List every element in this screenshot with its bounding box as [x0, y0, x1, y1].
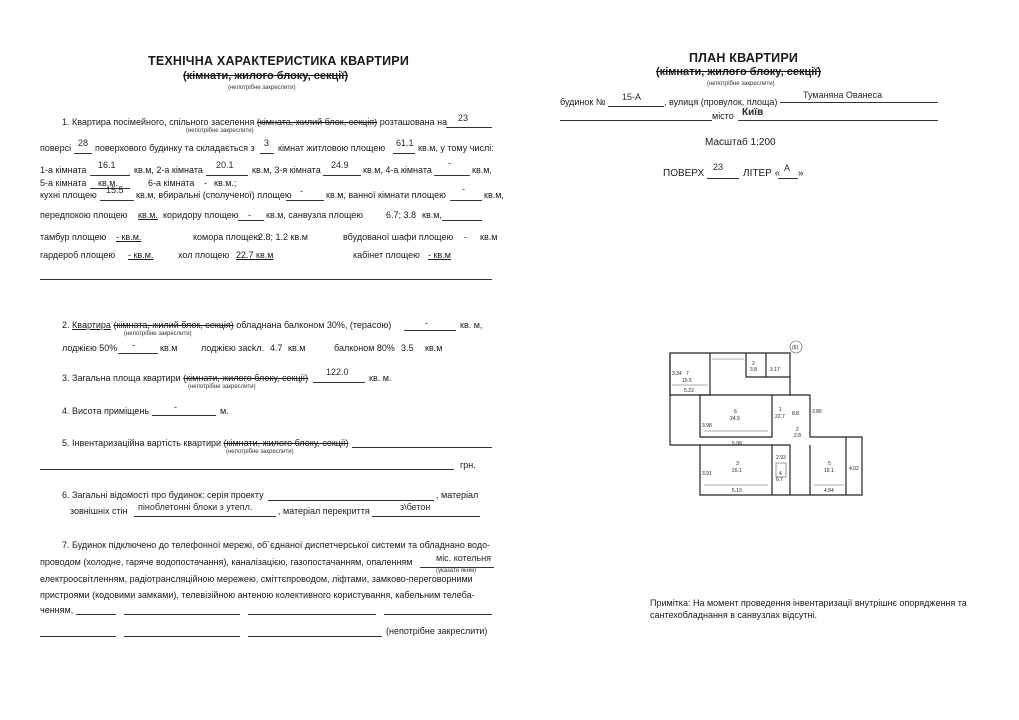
s1-wc-unit: кв.м, ванної кімнати площею: [326, 190, 446, 200]
s1-l2-d: кв.м, у тому числі:: [418, 143, 494, 153]
s6-d: , матеріал перекриття: [278, 506, 370, 516]
s7-l1: 7. Будинок підключено до телефонної мережі, об`єднаної диспетчерської системи та обладнано водо-: [62, 540, 491, 550]
plan-label-25: 4.84: [824, 488, 834, 494]
s2-terrace-line: [404, 330, 456, 331]
s1-corr-line: [238, 220, 264, 221]
r-city-label: місто: [712, 111, 734, 121]
plan-label-20: 2.93: [776, 455, 786, 461]
s1-r1-label: 1-а кімната: [40, 165, 87, 175]
s1-r5-label: 5-а кімната: [40, 178, 87, 188]
plan-label-14: 2: [796, 427, 799, 433]
r-footnote-1: Примітка: На момент проведення інвентаризації внутрішнє опорядження та: [650, 598, 967, 608]
plan-label-12: 3.98: [702, 423, 712, 429]
s1-komora-label: комора площею: [193, 232, 261, 242]
s1-l1-text: 1. Квартира посімейного, спільного заселення: [62, 117, 255, 127]
plan-label-15: 2.8: [794, 433, 801, 439]
s5-strike: (кімнати, жилого блоку, секції): [223, 438, 349, 448]
plan-label-7: 6: [734, 409, 737, 415]
plan-label-8: 24.9: [730, 416, 740, 422]
s1-l1-note: (непотрібне закреслити): [186, 128, 254, 134]
s6-walls-line: [134, 516, 276, 517]
plan-label-4: 3.8: [750, 367, 757, 373]
s2-balcony-unit: кв.м: [425, 343, 443, 353]
plan-room-4: [772, 445, 790, 495]
s1-shafy-value: -: [464, 232, 467, 242]
s2-loggia2-unit: кв.м: [288, 343, 306, 353]
s1-corr-unit: кв.м, санвузла площею: [266, 210, 364, 220]
s3-line: [62, 373, 308, 384]
s1-kitchen-value: 15.5: [106, 185, 124, 195]
s5-note: (непотрібне закреслити): [226, 449, 294, 455]
s1-r4-label: кв.м, 4-а кімната: [363, 165, 432, 175]
s2-strike: (кімната, жилий блок, секція): [113, 320, 234, 330]
r-liter-line: [778, 178, 798, 179]
plan-label-17: 6.7: [776, 477, 783, 483]
s1-r5-value: кв.м.: [98, 178, 118, 188]
s2-line1: [62, 320, 391, 331]
r-street-line: [780, 102, 938, 103]
s2-loggia-value: -: [132, 340, 135, 350]
s1-shafy-label: вбудованої шафи площею: [343, 232, 454, 242]
plan-label-18: 3: [736, 461, 739, 467]
s3-text: 3. Загальна площа квартири: [62, 373, 181, 383]
s1-r3-value: 24.9: [331, 160, 349, 170]
s2-loggia-unit: кв.м: [160, 343, 178, 353]
r-liter-label: ЛІТЕР «: [743, 168, 781, 179]
s3-note: (непотрібне закреслити): [188, 384, 256, 390]
plan-label-19: 20.1: [732, 468, 742, 474]
plan-label-23: 3.91: [702, 471, 712, 477]
s7-heating-value: міс. котельня: [436, 553, 492, 563]
s1-hall-value: кв.м.: [138, 210, 158, 220]
s6-b: , матеріал: [436, 490, 479, 500]
s7-line-g: [248, 636, 382, 637]
s7-l2: проводом (холодне, гаряче водопостачання), каналізацією, газопостачанням, опаленням: [40, 557, 413, 567]
s1-blank-line: [40, 279, 492, 280]
s1-r4-line: [434, 175, 470, 176]
plan-label-16: 4: [779, 471, 782, 477]
s2-loggia2-label: лоджією засkл.: [201, 343, 265, 353]
s1-sanuzol-unit: кв.м,: [422, 210, 442, 220]
s1-r1-value: 16.1: [98, 160, 116, 170]
s1-tambur-label: тамбур площею: [40, 232, 107, 242]
s4-value: -: [174, 402, 177, 412]
s7-line-d: [384, 614, 492, 615]
r-scale: Масштаб 1:200: [705, 137, 776, 148]
s7-l4: пристроями (кодовими замками), телевізійною антеною колективного користування, кабельним телеба-: [40, 590, 475, 600]
plan-label-13: 5.98: [732, 441, 742, 447]
r-floor-value: 23: [713, 162, 724, 172]
plan-label-0: 7: [686, 371, 689, 377]
s1-l1-strike: (кімната, жилий блок, секція): [256, 117, 378, 127]
s1-wc-value: -: [300, 186, 303, 196]
s1-r4-value: -: [448, 158, 451, 168]
s1-r1-line: [90, 175, 130, 176]
s6-floors-value: з\бетон: [400, 502, 431, 512]
floor-plan: [660, 335, 880, 505]
s1-line1: [62, 117, 447, 128]
s6-walls-value: піноблетонні блоки з утепл.: [138, 502, 253, 512]
s3-strike: (кімнати, жилого блоку, секції): [183, 373, 309, 383]
plan-label-26: 4.02: [849, 466, 859, 472]
s1-bath-unit: кв.м,: [484, 190, 504, 200]
s1-garderob-value: - кв.м.: [128, 250, 154, 260]
s1-r2-value: 20.1: [216, 160, 234, 170]
s1-floor-value: 23: [458, 113, 469, 123]
s3-unit: кв. м.: [369, 373, 392, 383]
s1-r6-unit: кв.м.;: [214, 178, 237, 188]
s3-total-line: [313, 382, 365, 383]
s7-line-a: [76, 614, 116, 615]
s1-kitchen-line: [100, 200, 134, 201]
s1-l1-text-b: розташована на: [379, 117, 448, 127]
s1-r3-line: [323, 175, 361, 176]
s2-terrace-value: -: [425, 318, 428, 328]
plan-label-22: 16.1: [824, 468, 834, 474]
right-title: ПЛАН КВАРТИРИ: [689, 51, 799, 65]
s1-tambur-value: - кв.м.: [116, 232, 142, 242]
s5-unit: грн.: [460, 460, 476, 470]
s6-c: зовнішніх стін: [70, 506, 128, 516]
s1-bath-line: [450, 200, 482, 201]
right-subtitle: (кімнати, жилого блоку, секції): [656, 66, 822, 78]
s2-text: обладнана балконом 30%, (терасою): [236, 320, 392, 330]
r-footnote-2: сантехобладнання в санвузлах відсутні.: [650, 610, 818, 620]
s1-kitchen-unit: кв.м, вбиральні (сполученої) площею: [136, 190, 292, 200]
plan-label-10: 22.7: [775, 414, 785, 420]
r-liter-value: А: [784, 163, 791, 173]
s1-rooms: 3: [264, 138, 270, 148]
s1-r2-label: кв.м, 2-а кімната: [134, 165, 203, 175]
r-street-value: Туманяна Ованеса: [803, 90, 883, 100]
s1-komora-value: 2.8; 1.2 кв.м: [258, 232, 308, 242]
s1-r6-label: 6-а кімната: [148, 178, 195, 188]
s1-r6-value: -: [204, 178, 207, 188]
plan-label-24: 5.13: [732, 488, 742, 494]
r-street-label: , вулиця (провулок, площа): [664, 97, 778, 107]
s2-unit: кв. м,: [460, 320, 483, 330]
s2-num: 2.: [62, 320, 70, 330]
s1-garderob-label: гардероб площею: [40, 250, 116, 260]
s1-bath-value: -: [462, 184, 465, 194]
s1-hol-label: хол площею: [178, 250, 230, 260]
s2-balcony-label: балконом 80%: [334, 343, 395, 353]
s1-corr-label: коридору площею: [163, 210, 239, 220]
s7-l3: електроосвітленням, радіотрансляційною мережею, сміттєпроводом, ліфтами, замково-переговорними: [40, 574, 473, 584]
plan-label-5: 3.17: [770, 367, 780, 373]
s1-sanuzol-line: [442, 220, 482, 221]
s1-total-floors-line: [74, 153, 92, 154]
s1-floor-line: [446, 127, 492, 128]
s2-loggia2-value: 4.7: [270, 343, 283, 353]
s1-l2-c: кімнат житловою площею: [278, 143, 386, 153]
s2-loggia-label: лоджією 50%: [62, 343, 118, 353]
r-city-line: [738, 120, 938, 121]
plan-label-3: 2: [752, 361, 755, 367]
s4-text: 4. Висота приміщень: [62, 406, 150, 416]
plan-label-21: 5: [828, 461, 831, 467]
r-building-value: 15-А: [622, 92, 642, 102]
s1-sanuzol-value: 6.7; 3.8: [386, 210, 417, 220]
s1-living-line: [393, 153, 415, 154]
s7-line-f: [124, 636, 240, 637]
s5-line-right: [352, 447, 492, 448]
plan-label-11: 8.8: [792, 411, 799, 417]
s1-wc-line: [286, 200, 324, 201]
r-building-label: будинок №: [560, 97, 606, 107]
left-subtitle: (кімнати, жилого блоку, секції): [183, 70, 349, 82]
left-subtitle-note: (непотрібне закреслити): [228, 85, 296, 91]
s1-kabinet-label: кабінет площею: [353, 250, 420, 260]
s1-hall-label: передпокою площею: [40, 210, 128, 220]
s7-line-e: [40, 636, 116, 637]
s1-kabinet-value: - кв.м: [428, 250, 451, 260]
s2-kvartyra: Квартира: [72, 320, 111, 330]
s7-line-b: [124, 614, 240, 615]
r-street-line2: [560, 120, 712, 121]
s1-kitchen-label: кухні площею: [40, 190, 97, 200]
s2-note: (непотрібне закреслити): [124, 331, 192, 337]
left-title: ТЕХНІЧНА ХАРАКТЕРИСТИКА КВАРТИРИ: [148, 54, 410, 68]
s1-l2-b: поверхового будинку та складається з: [95, 143, 255, 153]
r-city-value: Київ: [742, 107, 764, 118]
s4-line: [152, 415, 216, 416]
s5-text: 5. Інвентаризаційна вартість квартири: [62, 438, 222, 448]
s6-text: 6. Загальні відомості про будинок: серія проекту: [62, 490, 264, 500]
s7-l5: ченням,: [40, 605, 74, 615]
s1-shafy-unit: кв.м: [480, 232, 498, 242]
s2-loggia-line: [118, 353, 158, 354]
s5-value-line: [40, 469, 454, 470]
s6-series-line: [268, 500, 434, 501]
s7-line-c: [248, 614, 376, 615]
r-liter-close: »: [798, 168, 804, 179]
s1-l2-a: поверсі: [40, 143, 72, 153]
s7-l6-note: (непотрібне закреслити): [386, 626, 488, 636]
r-building-line: [608, 106, 664, 107]
s5-line: [62, 438, 348, 449]
s1-rooms-line: [260, 153, 274, 154]
s7-heating-note: (указати яким): [436, 568, 477, 574]
plan-label-9: 1: [779, 407, 782, 413]
s2-balcony-value: 3.5: [401, 343, 414, 353]
s6-floors-line: [372, 516, 480, 517]
s1-total-floors: 28: [78, 138, 89, 148]
r-floor-line: [707, 178, 739, 179]
plan-label-6: 3.34: [672, 371, 682, 377]
s1-corr-value: -: [248, 210, 251, 220]
plan-label-2: 5.22: [684, 388, 694, 394]
plan-label-1: 15.5: [682, 378, 692, 384]
r-floor-label: ПОВЕРХ: [663, 168, 705, 179]
s1-r4-unit: кв.м,: [472, 165, 492, 175]
plan-marker: (6): [792, 345, 799, 351]
plan-label-27: 3.86: [812, 409, 822, 415]
s1-r2-line: [206, 175, 248, 176]
s1-living-area: 61.1: [396, 138, 414, 148]
right-subtitle-note: (непотрібне закреслити): [707, 81, 775, 87]
s1-hol-value: 22.7 кв.м: [236, 250, 274, 260]
s1-r3-label: кв.м, 3-я кімната: [252, 165, 321, 175]
s4-unit: м.: [220, 406, 229, 416]
s3-total-value: 122.0: [326, 367, 349, 377]
